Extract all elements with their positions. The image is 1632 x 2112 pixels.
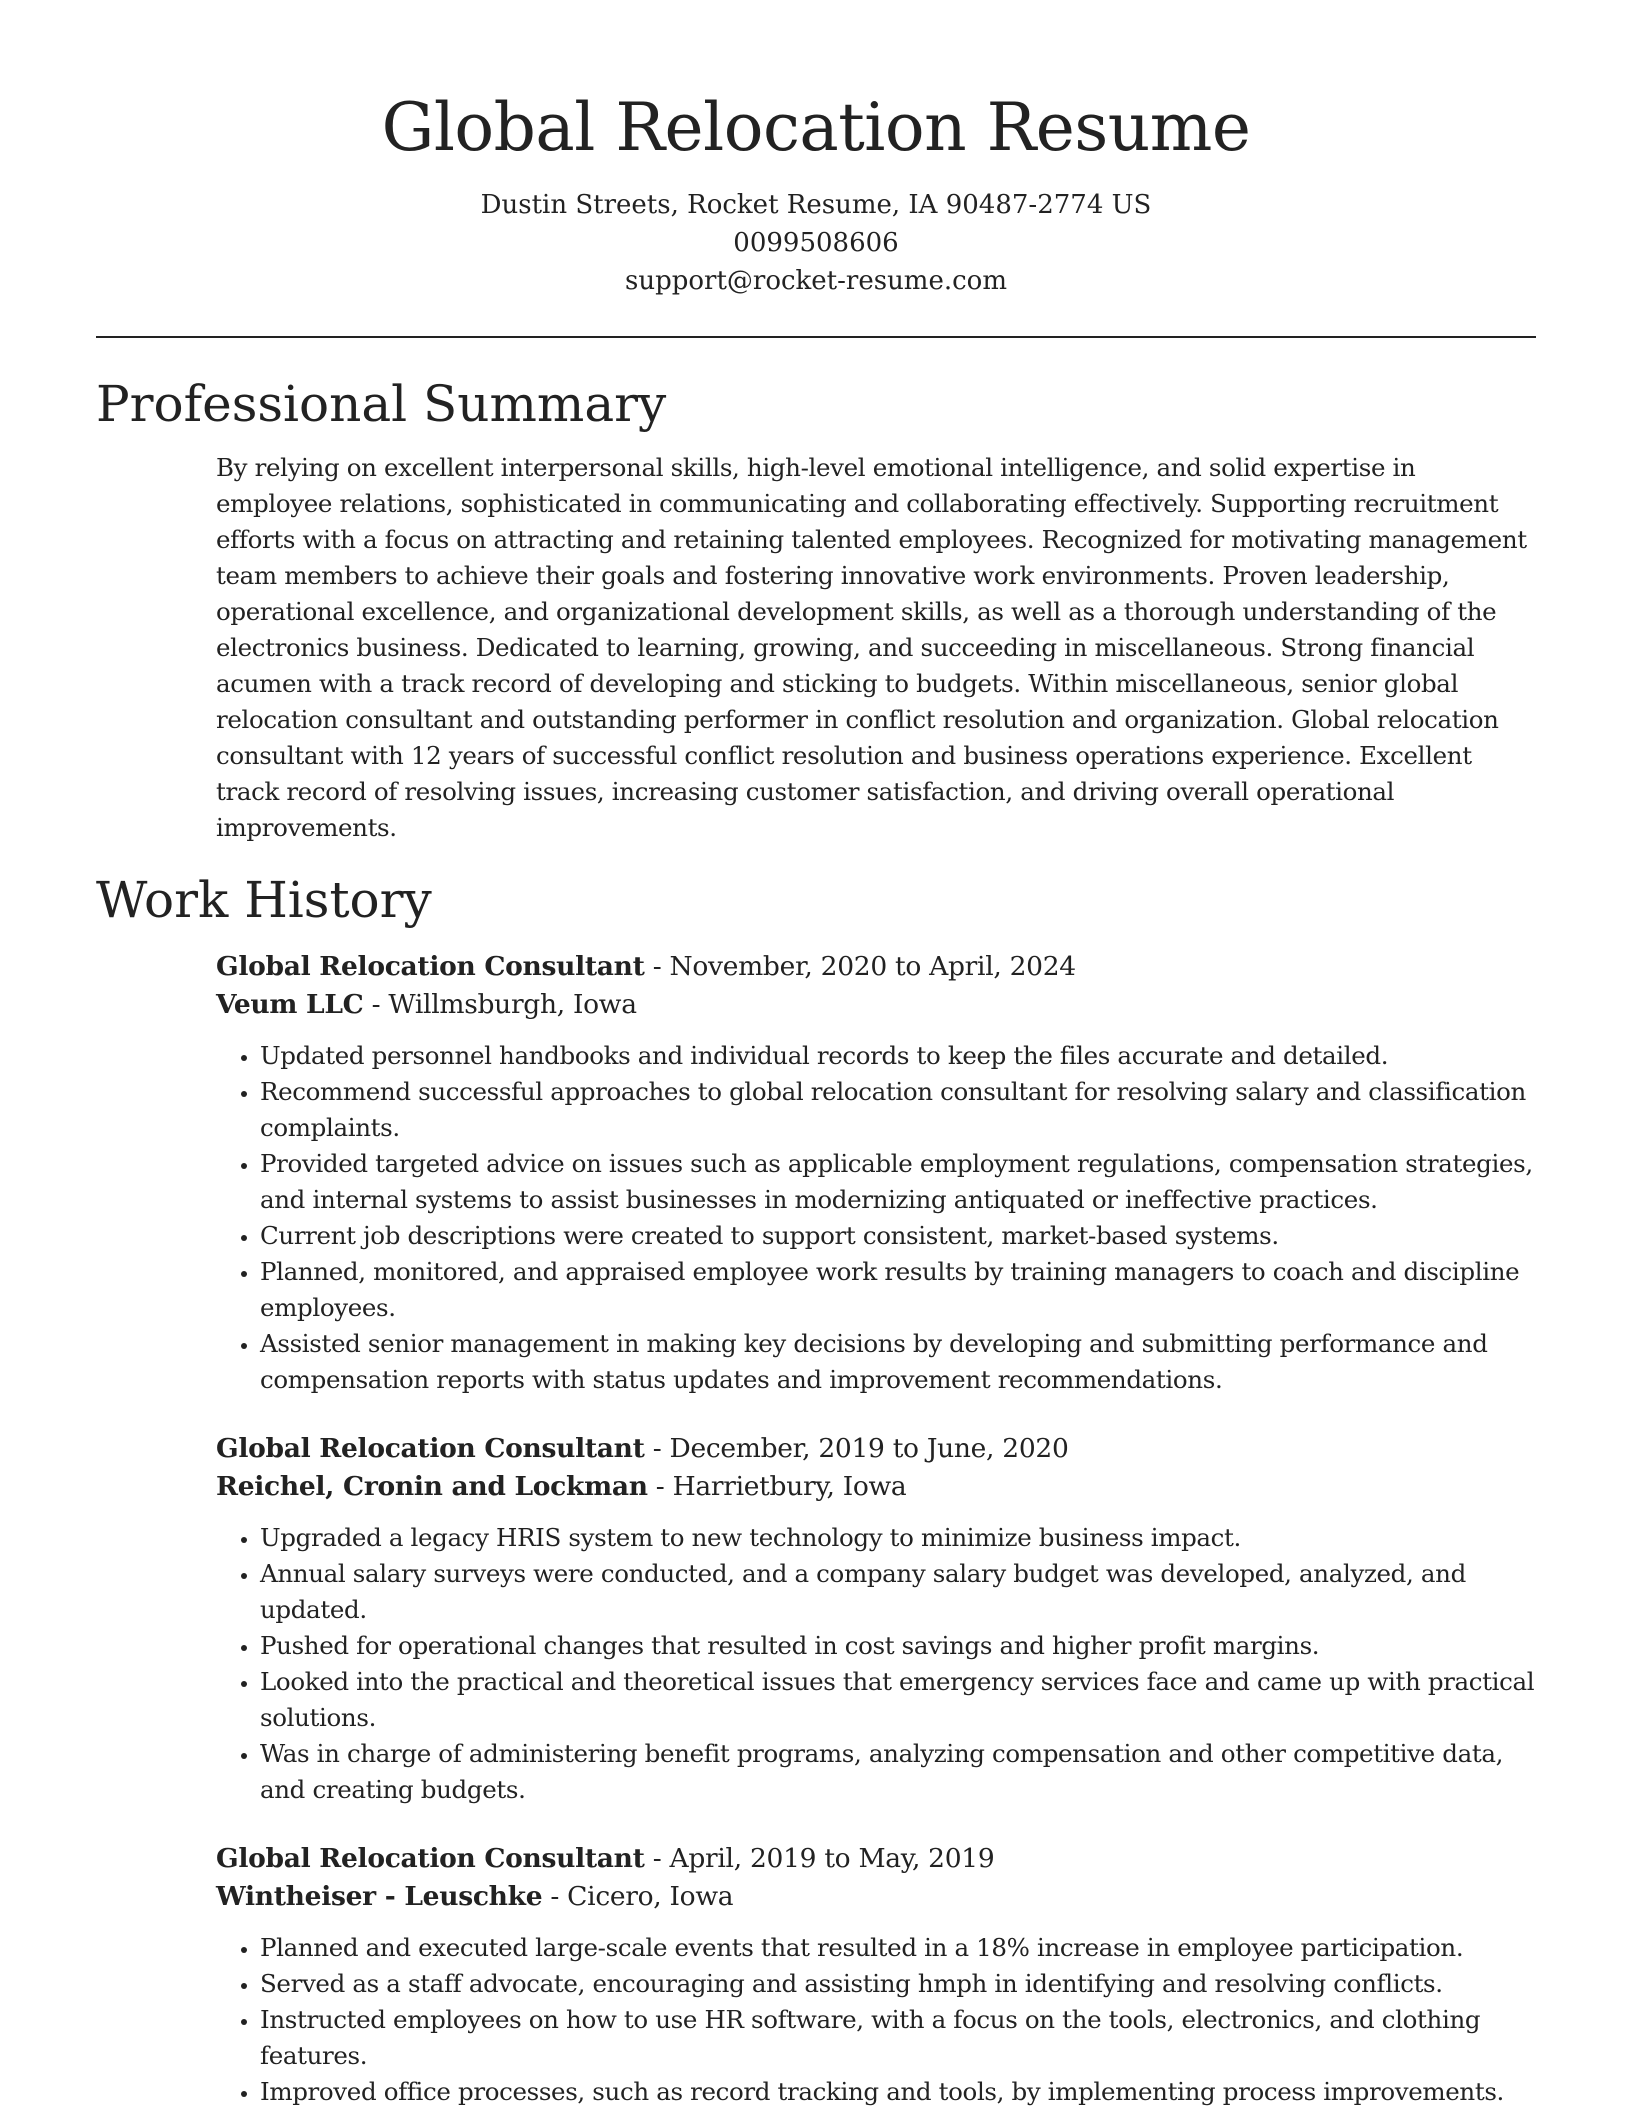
job-company-line [216, 1878, 1536, 1916]
job-title-line [216, 1430, 1536, 1468]
summary-text: By relying on excellent interpersonal skills, high-level emotional intelligence, and solid expertise in employee relations, sophisticated in communicating and collaborating effectively. Supporting recruitment efforts with a focus on attracting and retaining talented employees. Recognized for motivating management team members to achieve their goals and fostering innovative work environments. Proven leadership, operational excellence, and organizational development skills, as well as a thorough understanding of the electronics business. Dedicated to learning, growing, and succeeding in miscellaneous. Strong financial acumen with a track record of developing and sticking to budgets. Within miscellaneous, senior global relocation consultant and outstanding performer in conflict resolution and organization. Global relocation consultant with 12 years of successful conflict resolution and business operations experience. Excellent track record of resolving issues, increasing customer satisfaction, and driving overall operational improvements. [216, 453, 1527, 842]
job-title-line [216, 1840, 1536, 1878]
job-entry [216, 948, 1536, 1398]
job-entry [216, 1840, 1536, 2110]
job-position: Global Relocation Consultant [216, 951, 645, 982]
job-company: Veum LLC [216, 989, 364, 1020]
list-item: • Provided targeted advice on issues such as applicable employment regulations, compensation strategies, and internal systems to assist businesses in modernizing antiquated or ineffective practices. [260, 1146, 1536, 1218]
job-position: Global Relocation Consultant [216, 1843, 645, 1874]
list-item: • Current job descriptions were created to support consistent, market-based systems. [260, 1218, 1536, 1254]
job-company-line [216, 986, 1536, 1024]
list-item: • Updated personnel handbooks and individual records to keep the files accurate and detailed. [260, 1038, 1536, 1074]
contact-block [96, 186, 1536, 300]
job-company-line [216, 1468, 1536, 1506]
work-history-heading: Work History [96, 871, 432, 929]
job-company: Wintheiser - Leuschke [216, 1881, 543, 1912]
contact-email: support@rocket-resume.com [624, 266, 1007, 296]
job-location: - Cicero, Iowa [542, 1881, 734, 1912]
list-item: • Looked into the practical and theoretical issues that emergency services face and came up with practical solutions. [260, 1664, 1536, 1736]
list-item: • Pushed for operational changes that resulted in cost savings and higher profit margins. [260, 1628, 1536, 1664]
list-item: • Served as a staff advocate, encouraging and assisting hmph in identifying and resolving conflicts. [260, 1966, 1536, 2002]
resume-title: Global Relocation Resume [381, 89, 1251, 166]
job-location: - Willmsburgh, Iowa [363, 989, 637, 1020]
contact-phone: 0099508606 [733, 228, 899, 258]
list-item: • Recommend successful approaches to global relocation consultant for resolving salary and classification complaints. [260, 1074, 1536, 1146]
job-dates: - November, 2020 to April, 2024 [644, 951, 1076, 982]
header-divider [96, 336, 1536, 338]
job-dates: - April, 2019 to May, 2019 [644, 1843, 995, 1874]
list-item: • Was in charge of administering benefit programs, analyzing compensation and other competitive data, and creating budgets. [260, 1736, 1536, 1808]
list-item: • Annual salary surveys were conducted, and a company salary budget was developed, analyzed, and updated. [260, 1556, 1536, 1628]
list-item: • Upgraded a legacy HRIS system to new technology to minimize business impact. [260, 1520, 1536, 1556]
job-location: - Harrietbury, Iowa [647, 1471, 907, 1502]
resume-header [96, 0, 1536, 300]
job-title-line [216, 948, 1536, 986]
job-bullet-list [216, 1930, 1536, 2110]
list-item: • Improved office processes, such as record tracking and tools, by implementing process improvements. [260, 2074, 1536, 2110]
job-position: Global Relocation Consultant [216, 1433, 645, 1464]
job-bullet-list [216, 1038, 1536, 1398]
job-bullet-list [216, 1520, 1536, 1808]
job-company: Reichel, Cronin and Lockman [216, 1471, 648, 1502]
list-item: • Planned, monitored, and appraised employee work results by training managers to coach and discipline employees. [260, 1254, 1536, 1326]
list-item: • Assisted senior management in making key decisions by developing and submitting performance and compensation reports with status updates and improvement recommendations. [260, 1326, 1536, 1398]
job-entry [216, 1430, 1536, 1808]
contact-address: Dustin Streets, Rocket Resume, IA 90487-2774 US [480, 190, 1152, 220]
summary-heading: Professional Summary [96, 375, 667, 433]
job-dates: - December, 2019 to June, 2020 [644, 1433, 1069, 1464]
list-item: • Planned and executed large-scale events that resulted in a 18% increase in employee participation. [260, 1930, 1536, 1966]
list-item: • Instructed employees on how to use HR software, with a focus on the tools, electronics, and clothing features. [260, 2002, 1536, 2074]
